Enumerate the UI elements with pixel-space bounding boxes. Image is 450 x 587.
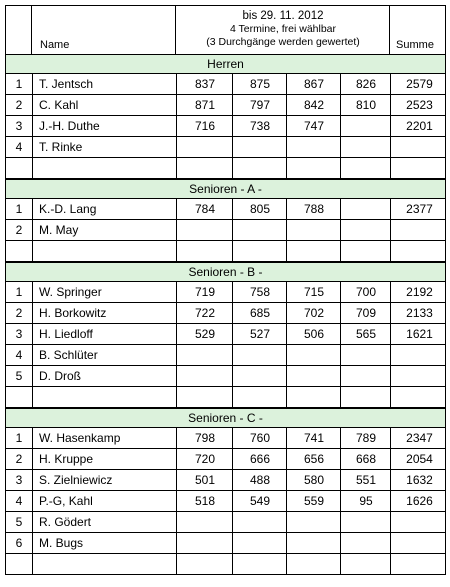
score-3: 580 [286, 470, 341, 490]
player-name: J.-H. Duthe [32, 116, 176, 136]
player-name: S. Zielniewicz [32, 470, 176, 490]
score-2 [232, 554, 287, 574]
score-4 [340, 387, 391, 407]
player-name: H. Kruppe [32, 449, 176, 469]
table-row [5, 533, 446, 554]
score-sum: 1621 [390, 324, 448, 344]
score-sum: 2523 [390, 95, 448, 115]
score-1: 798 [176, 428, 233, 448]
score-4 [340, 220, 391, 240]
score-1 [176, 137, 233, 157]
results-table [5, 5, 446, 581]
table-header [5, 5, 446, 55]
score-3 [286, 158, 341, 178]
score-1: 720 [176, 449, 233, 469]
score-3: 842 [286, 95, 341, 115]
score-2: 758 [232, 282, 287, 302]
score-1 [176, 345, 233, 365]
score-3: 747 [286, 116, 341, 136]
score-3 [286, 220, 341, 240]
score-sum: 2201 [390, 116, 448, 136]
row-number: 2 [15, 223, 23, 237]
row-number [6, 241, 32, 261]
score-1: 716 [176, 116, 233, 136]
table-row [5, 241, 446, 262]
table-row [5, 220, 446, 241]
score-1 [176, 512, 233, 532]
score-4 [340, 366, 391, 386]
section-header: Herren [5, 54, 446, 74]
score-2: 488 [232, 470, 287, 490]
score-4: 551 [340, 470, 391, 490]
score-4 [340, 554, 391, 574]
player-name: W. Hasenkamp [32, 428, 176, 448]
row-number: 2 [15, 306, 23, 320]
table-row [5, 303, 446, 324]
score-3 [286, 387, 341, 407]
score-1 [176, 158, 233, 178]
row-number: 5 [15, 369, 23, 383]
table-row [5, 95, 446, 116]
score-3: 656 [286, 449, 341, 469]
score-3 [286, 554, 341, 574]
score-sum [390, 533, 448, 553]
score-4: 810 [340, 95, 391, 115]
table-row [5, 345, 446, 366]
score-4 [340, 345, 391, 365]
score-2 [232, 512, 287, 532]
score-3: 506 [286, 324, 341, 344]
score-1: 871 [176, 95, 233, 115]
score-1: 518 [176, 491, 233, 511]
rules-line-1: 4 Termine, frei wählbar [229, 23, 337, 35]
score-2: 666 [232, 449, 287, 469]
score-3 [286, 137, 341, 157]
score-2: 797 [232, 95, 287, 115]
score-sum: 2377 [390, 199, 448, 219]
score-3: 559 [286, 491, 341, 511]
score-2 [232, 137, 287, 157]
player-name: H. Liedloff [32, 324, 176, 344]
score-2: 549 [232, 491, 287, 511]
deadline-date: bis 29. 11. 2012 [242, 10, 324, 22]
score-4 [340, 137, 391, 157]
section-header: Senioren - C - [5, 408, 446, 428]
score-3 [286, 533, 341, 553]
score-sum [390, 137, 448, 157]
score-2 [232, 158, 287, 178]
row-number: 4 [15, 348, 23, 362]
score-2 [232, 533, 287, 553]
score-1 [176, 533, 233, 553]
score-1: 837 [176, 74, 233, 94]
player-name: H. Borkowitz [32, 303, 176, 323]
section-header: Senioren - A - [5, 179, 446, 199]
score-2: 760 [232, 428, 287, 448]
score-sum: 2579 [390, 74, 448, 94]
score-1: 722 [176, 303, 233, 323]
player-name: K.-D. Lang [32, 199, 176, 219]
table-row [5, 282, 446, 303]
score-1 [176, 366, 233, 386]
score-sum [390, 387, 448, 407]
row-number: 2 [15, 98, 23, 112]
score-4: 709 [340, 303, 391, 323]
score-1 [176, 554, 233, 574]
score-2: 875 [232, 74, 287, 94]
score-sum: 2054 [390, 449, 448, 469]
score-3 [286, 241, 341, 261]
row-number: 1 [15, 431, 23, 445]
table-row [5, 449, 446, 470]
table-row [5, 366, 446, 387]
player-name [32, 241, 176, 261]
sum-column-header: Summe [396, 39, 434, 51]
table-row [5, 137, 446, 158]
score-sum [390, 512, 448, 532]
score-2 [232, 366, 287, 386]
score-sum [390, 366, 448, 386]
row-number: 3 [15, 473, 23, 487]
player-name: D. Droß [32, 366, 176, 386]
score-1 [176, 387, 233, 407]
table-row [5, 116, 446, 137]
row-number: 1 [15, 77, 23, 91]
score-1: 501 [176, 470, 233, 490]
row-number: 2 [15, 452, 23, 466]
table-row [5, 512, 446, 533]
score-3: 867 [286, 74, 341, 94]
score-3: 788 [286, 199, 341, 219]
score-2: 527 [232, 324, 287, 344]
player-name: M. Bugs [32, 533, 176, 553]
score-sum [390, 158, 448, 178]
score-2: 685 [232, 303, 287, 323]
table-row [5, 158, 446, 179]
player-name: C. Kahl [32, 95, 176, 115]
score-sum: 2133 [390, 303, 448, 323]
score-sum [390, 345, 448, 365]
score-1: 529 [176, 324, 233, 344]
score-4 [340, 512, 391, 532]
score-1 [176, 241, 233, 261]
score-4: 565 [340, 324, 391, 344]
score-4 [340, 158, 391, 178]
row-number: 4 [15, 140, 23, 154]
name-column-header: Name [40, 39, 70, 51]
score-2 [232, 387, 287, 407]
player-name: W. Springer [32, 282, 176, 302]
section-header: Senioren - B - [5, 262, 446, 282]
table-row [5, 199, 446, 220]
player-name [32, 158, 176, 178]
score-4 [340, 116, 391, 136]
player-name: M. May [32, 220, 176, 240]
score-4: 95 [340, 491, 391, 511]
row-number: 4 [15, 494, 23, 508]
score-3: 715 [286, 282, 341, 302]
row-number [6, 554, 32, 574]
score-2 [232, 345, 287, 365]
score-sum [390, 241, 448, 261]
score-2: 738 [232, 116, 287, 136]
table-row [5, 470, 446, 491]
score-2 [232, 220, 287, 240]
player-name [32, 387, 176, 407]
player-name: R. Gödert [32, 512, 176, 532]
score-3 [286, 512, 341, 532]
score-4: 789 [340, 428, 391, 448]
table-row [5, 387, 446, 408]
score-2: 805 [232, 199, 287, 219]
player-name: T. Rinke [32, 137, 176, 157]
row-number: 5 [15, 515, 23, 529]
score-3 [286, 345, 341, 365]
score-4: 826 [340, 74, 391, 94]
table-row [5, 324, 446, 345]
row-number: 3 [15, 327, 23, 341]
player-name: T. Jentsch [32, 74, 176, 94]
player-name [32, 554, 176, 574]
table-row [5, 491, 446, 512]
score-sum [390, 554, 448, 574]
score-sum [390, 220, 448, 240]
row-number [6, 158, 32, 178]
score-4 [340, 533, 391, 553]
score-1 [176, 220, 233, 240]
score-sum: 1626 [390, 491, 448, 511]
score-1: 719 [176, 282, 233, 302]
row-number: 1 [15, 202, 23, 216]
score-3: 702 [286, 303, 341, 323]
score-sum: 2192 [390, 282, 448, 302]
score-3: 741 [286, 428, 341, 448]
score-2 [232, 241, 287, 261]
row-number: 6 [15, 536, 23, 550]
score-4 [340, 199, 391, 219]
rules-line-2: (3 Durchgänge werden gewertet) [206, 36, 360, 48]
divider [31, 5, 32, 55]
score-3 [286, 366, 341, 386]
score-4 [340, 241, 391, 261]
row-number [6, 387, 32, 407]
score-4: 668 [340, 449, 391, 469]
score-1: 784 [176, 199, 233, 219]
player-name: P.-G, Kahl [32, 491, 176, 511]
score-sum: 2347 [390, 428, 448, 448]
score-4: 700 [340, 282, 391, 302]
score-sum: 1632 [390, 470, 448, 490]
table-row [5, 554, 446, 575]
player-name: B. Schlüter [32, 345, 176, 365]
row-number: 1 [15, 285, 23, 299]
row-number: 3 [15, 119, 23, 133]
table-row [5, 74, 446, 95]
table-row [5, 428, 446, 449]
